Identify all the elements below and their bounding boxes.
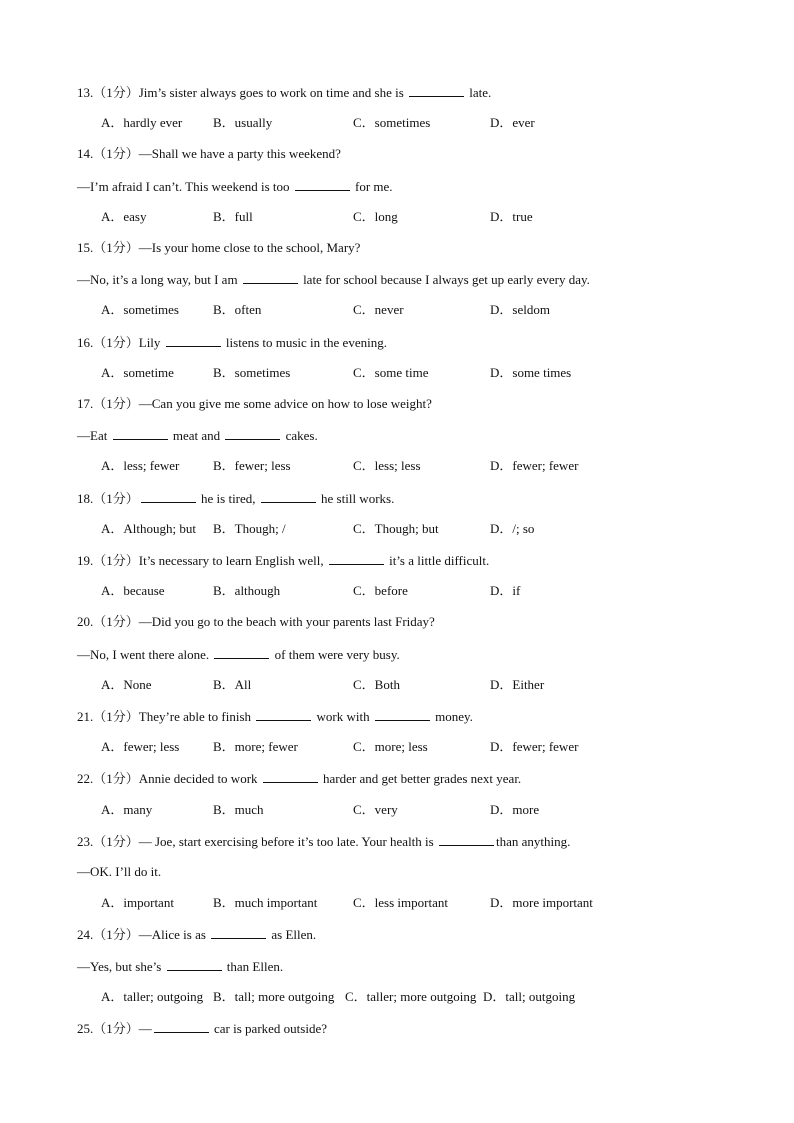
question-stem	[77, 1020, 327, 1037]
answer-option[interactable]: A．less; fewer	[101, 458, 180, 474]
answer-option[interactable]: C．before	[353, 583, 408, 599]
question-dialogue-line	[77, 178, 393, 195]
answer-option[interactable]: B．Though; /	[213, 520, 286, 536]
answer-blank[interactable]	[211, 926, 266, 939]
answer-option[interactable]: D．more important	[490, 895, 593, 911]
question-text: 21.（1分）They’re able to finish	[77, 709, 255, 724]
question-text: 23.（1分）— Joe, start exercising before it’s too late. Your health is	[77, 833, 437, 849]
answer-blank[interactable]	[154, 1020, 209, 1033]
question-dialogue-line	[77, 271, 590, 288]
answer-blank[interactable]	[243, 271, 298, 284]
answer-option[interactable]: A．fewer; less	[101, 739, 180, 755]
answer-option[interactable]: C．Both	[353, 676, 400, 692]
answer-option[interactable]: D．ever	[490, 115, 535, 131]
answer-blank[interactable]	[261, 490, 316, 503]
answer-option[interactable]: C．Though; but	[353, 520, 439, 536]
answer-option[interactable]: B．much	[213, 801, 264, 817]
question-text: 25.（1分）—	[77, 1021, 152, 1036]
question-text: harder and get better grades next year.	[319, 771, 522, 787]
question-text: —OK. I’ll do it.	[77, 864, 162, 879]
question-text: 20.（1分）—Did you go to the beach with your parents last Friday?	[77, 614, 435, 630]
answer-option[interactable]: A．easy	[101, 208, 147, 224]
answer-option[interactable]: C．less important	[353, 895, 448, 911]
answer-blank[interactable]	[167, 958, 222, 971]
question-text: 18.（1分）	[77, 490, 139, 506]
question-text: than Ellen.	[223, 958, 284, 974]
question-text: 19.（1分）It’s necessary to learn English well,	[77, 553, 327, 568]
answer-option[interactable]: D．more	[490, 801, 540, 817]
question-text: —No, it’s a long way, but I am	[77, 272, 241, 288]
answer-option[interactable]: B．although	[213, 583, 281, 599]
question-text: work with	[313, 709, 373, 724]
question-text: —Eat	[77, 428, 111, 444]
question-dialogue-line	[77, 864, 161, 880]
question-stem	[77, 833, 570, 850]
question-text: listens to music in the evening.	[222, 334, 387, 350]
answer-blank[interactable]	[375, 708, 430, 721]
answer-blank[interactable]	[329, 552, 384, 565]
answer-option[interactable]: C．taller; more outgoing	[345, 988, 477, 1004]
answer-option[interactable]: A．taller; outgoing	[101, 988, 204, 1004]
question-text: —Yes, but she’s	[77, 958, 165, 974]
question-dialogue-line	[77, 958, 283, 975]
answer-option[interactable]: B．usually	[213, 115, 273, 131]
question-text: meat and	[169, 428, 224, 444]
question-text: he is tired,	[197, 490, 259, 506]
answer-option[interactable]: B．All	[213, 676, 252, 692]
answer-blank[interactable]	[409, 84, 464, 97]
answer-blank[interactable]	[256, 708, 311, 721]
question-stem	[77, 84, 491, 101]
answer-blank[interactable]	[113, 427, 168, 440]
answer-option[interactable]: D．if	[490, 583, 521, 599]
answer-blank[interactable]	[295, 178, 350, 191]
question-text: for me.	[351, 178, 393, 194]
answer-option[interactable]: D．fewer; fewer	[490, 458, 579, 474]
answer-option[interactable]: B．fewer; less	[213, 458, 291, 474]
answer-option[interactable]: A．Although; but	[101, 520, 196, 536]
question-text: 24.（1分）—Alice is as	[77, 927, 210, 943]
answer-option[interactable]: D．some times	[490, 364, 572, 380]
answer-blank[interactable]	[141, 490, 196, 503]
answer-option[interactable]: D．/; so	[490, 520, 535, 536]
question-dialogue-line	[77, 427, 318, 444]
answer-option[interactable]: D．Either	[490, 676, 545, 692]
question-text: —I’m afraid I can’t. This weekend is too	[77, 178, 293, 194]
question-stem	[77, 490, 394, 507]
question-text: money.	[431, 709, 473, 724]
answer-option[interactable]: B．more; fewer	[213, 739, 298, 755]
answer-option[interactable]: C．never	[353, 302, 404, 318]
question-text: 17.（1分）—Can you give me some advice on how to lose weight?	[77, 396, 432, 411]
answer-option[interactable]: C．very	[353, 801, 398, 817]
question-text: —No, I went there alone.	[77, 646, 213, 662]
question-text: than anything.	[495, 833, 571, 849]
question-stem	[77, 926, 316, 943]
answer-option[interactable]: A．sometimes	[101, 302, 179, 318]
answer-option[interactable]: A．important	[101, 895, 174, 911]
answer-option[interactable]: C．less; less	[353, 458, 421, 474]
question-text: it’s a little difficult.	[385, 553, 490, 568]
answer-option[interactable]: B．sometimes	[213, 364, 291, 380]
question-stem	[77, 708, 473, 725]
question-stem	[77, 396, 432, 412]
question-text: of them were very busy.	[271, 646, 400, 662]
answer-option[interactable]: C．some time	[353, 364, 429, 380]
answer-blank[interactable]	[214, 646, 269, 659]
answer-option[interactable]: A．hardly ever	[101, 115, 183, 131]
question-text: late for school because I always get up early every day.	[299, 272, 590, 288]
answer-option[interactable]: C．more; less	[353, 739, 428, 755]
question-stem	[77, 614, 435, 630]
question-text: as Ellen.	[268, 927, 317, 943]
answer-option[interactable]: B．much important	[213, 895, 318, 911]
question-text: 22.（1分）Annie decided to work	[77, 771, 261, 787]
answer-option[interactable]: B．often	[213, 302, 262, 318]
answer-option[interactable]: D．seldom	[490, 302, 550, 318]
answer-option[interactable]: C．long	[353, 208, 398, 224]
question-stem	[77, 240, 360, 256]
question-text: late.	[466, 85, 492, 100]
answer-option[interactable]: A．None	[101, 676, 152, 692]
answer-option[interactable]: B．full	[213, 208, 253, 224]
question-text: cakes.	[282, 428, 318, 444]
question-stem	[77, 146, 341, 162]
answer-option[interactable]: A．many	[101, 801, 153, 817]
answer-option[interactable]: A．because	[101, 583, 165, 599]
question-text: 14.（1分）—Shall we have a party this weekend?	[77, 146, 341, 162]
answer-option[interactable]: A．sometime	[101, 364, 174, 380]
answer-option[interactable]: D．fewer; fewer	[490, 739, 579, 755]
question-stem	[77, 770, 521, 787]
question-dialogue-line	[77, 646, 400, 663]
answer-option[interactable]: B．tall; more outgoing	[213, 988, 335, 1004]
question-text: car is parked outside?	[210, 1021, 327, 1036]
answer-option[interactable]: D．tall; outgoing	[483, 988, 576, 1004]
question-text: 15.（1分）—Is your home close to the school, Mary?	[77, 240, 361, 255]
answer-blank[interactable]	[166, 334, 221, 347]
question-text: 13.（1分）Jim’s sister always goes to work on time and she is	[77, 85, 408, 100]
question-stem	[77, 334, 387, 351]
answer-option[interactable]: D．true	[490, 208, 533, 224]
question-text: 16.（1分）Lily	[77, 334, 164, 350]
question-text: he still works.	[317, 490, 395, 506]
answer-blank[interactable]	[439, 833, 494, 846]
answer-blank[interactable]	[263, 770, 318, 783]
answer-option[interactable]: C．sometimes	[353, 115, 431, 131]
question-stem	[77, 552, 489, 569]
answer-blank[interactable]	[225, 427, 280, 440]
